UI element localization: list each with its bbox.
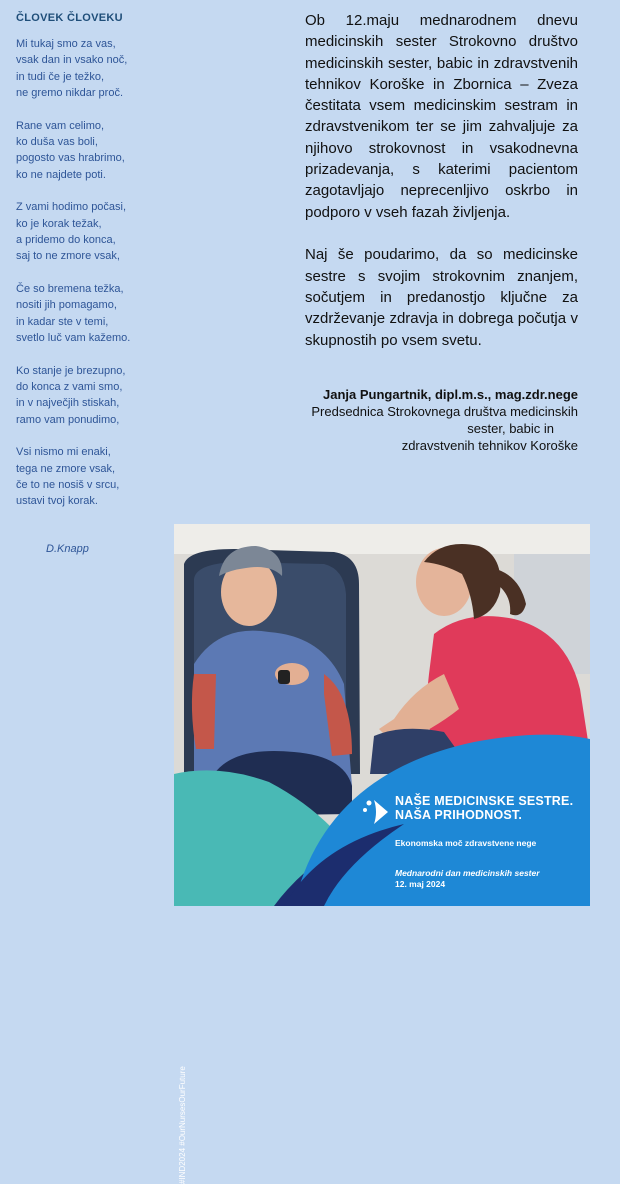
poem-stanza	[16, 199, 196, 264]
poem-line: in kadar ste v temi,	[16, 315, 109, 328]
poem-line: in tudi če je težko,	[16, 70, 105, 83]
poem	[16, 36, 196, 526]
signature	[311, 386, 578, 454]
poem-line: Rane vam celimo,	[16, 119, 105, 132]
poem-line: če to ne nosiš v srcu,	[16, 479, 120, 492]
poem-line: nositi jih pomagamo,	[16, 299, 117, 312]
poem-line: ko ne najdete poti.	[16, 168, 106, 181]
poem-stanza	[16, 118, 196, 183]
poem-line: ne gremo nikdar proč.	[16, 86, 123, 99]
poem-stanza	[16, 281, 196, 346]
poem-line: ustavi tvoj korak.	[16, 495, 98, 508]
poem-line: vsak dan in vsako noč,	[16, 54, 128, 67]
poem-line: Če so bremena težka,	[16, 283, 124, 296]
poem-line: svetlo luč vam kažemo.	[16, 331, 131, 344]
poster-title-line: NAŠA PRIHODNOST.	[395, 808, 523, 822]
greeting-message	[305, 10, 578, 372]
poem-line: ko je korak težak,	[16, 217, 102, 230]
poster-title-line: NAŠE MEDICINSKE SESTRE.	[395, 794, 574, 808]
signature-role: sester, babic in	[467, 421, 554, 436]
poster-event: Mednarodni dan medicinskih sester	[395, 868, 540, 878]
poster-date: 12. maj 2024	[395, 879, 446, 889]
poem-line: Z vami hodimo počasi,	[16, 201, 127, 214]
message-paragraph: Ob 12.maju mednarodnem dnevu medicinskih sester Strokovno društvo medicinskih sester, babic in zdravstvenih tehnikov Koroške in Zbornica – Zveza čestitata vsem medicinskim sestram in zdravstvenikom ter se jim zahvaljuje za njihovo strokovnost in vsakodnevna prizadevanja, s katerimi pacientom zagotavljajo neprecenljivo oskrbo in podporo v vseh fazah življenja.	[305, 12, 578, 221]
nurses-day-poster	[174, 524, 590, 1184]
poem-line: a pridemo do konca,	[16, 233, 116, 246]
poem-author: D.Knapp	[46, 543, 89, 555]
poem-line: saj to ne zmore vsak,	[16, 250, 120, 263]
poem-line: Vsi nismo mi enaki,	[16, 446, 111, 459]
poem-line: ko duša vas boli,	[16, 135, 98, 148]
poem-line: Ko stanje je brezupno,	[16, 364, 126, 377]
poster-illustration	[174, 524, 590, 906]
poem-line: do konca z vami smo,	[16, 381, 123, 394]
poster-title	[395, 794, 573, 822]
poem-stanza	[16, 444, 196, 509]
poem-line: in v največjih stiskah,	[16, 397, 120, 410]
poem-line: pogosto vas hrabrimo,	[16, 152, 125, 165]
signature-role: zdravstvenih tehnikov Koroške	[401, 438, 578, 453]
poster-hashtags: #IND2024 #OurNursesOurFuture	[178, 1066, 187, 1184]
poster-subtitle: Ekonomska moč zdravstvene nege	[395, 838, 537, 848]
message-paragraph: Naj še poudarimo, da so medicinske sestre s svojim strokovnim znanjem, sočutjem in predanostjo ključne za vzdrževanje zdravja in dobrega počutja v skupnostih po vsem svetu.	[305, 246, 578, 349]
poem-stanza	[16, 363, 196, 428]
poem-line: ramo vam ponudimo,	[16, 413, 120, 426]
poem-line: Mi tukaj smo za vas,	[16, 38, 116, 50]
signature-name: Janja Pungartnik, dipl.m.s., mag.zdr.nege	[322, 387, 578, 402]
poem-stanza	[16, 36, 196, 101]
signature-role: Predsednica Strokovnega društva medicinskih	[311, 404, 578, 419]
poem-title: ČLOVEK ČLOVEKU	[16, 12, 123, 24]
poem-line: tega ne zmore vsak,	[16, 462, 116, 475]
